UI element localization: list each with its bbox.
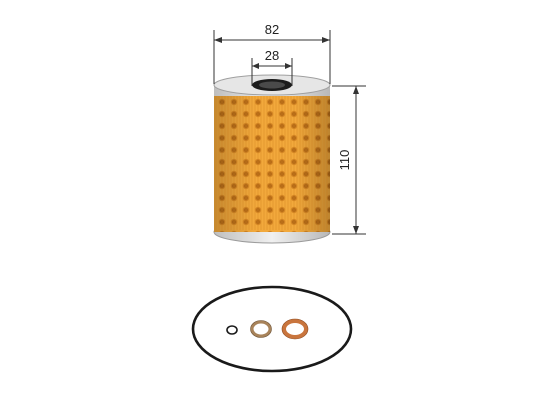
filter-element	[214, 75, 330, 243]
small-o-ring	[227, 326, 237, 334]
inner-diameter-label: 28	[264, 48, 280, 63]
copper-washer	[284, 321, 306, 337]
large-o-ring	[193, 287, 351, 371]
height-label: 110	[337, 149, 352, 171]
outer-diameter-label: 82	[264, 22, 280, 37]
seal-kit	[193, 287, 351, 371]
bronze-washer	[252, 322, 270, 336]
